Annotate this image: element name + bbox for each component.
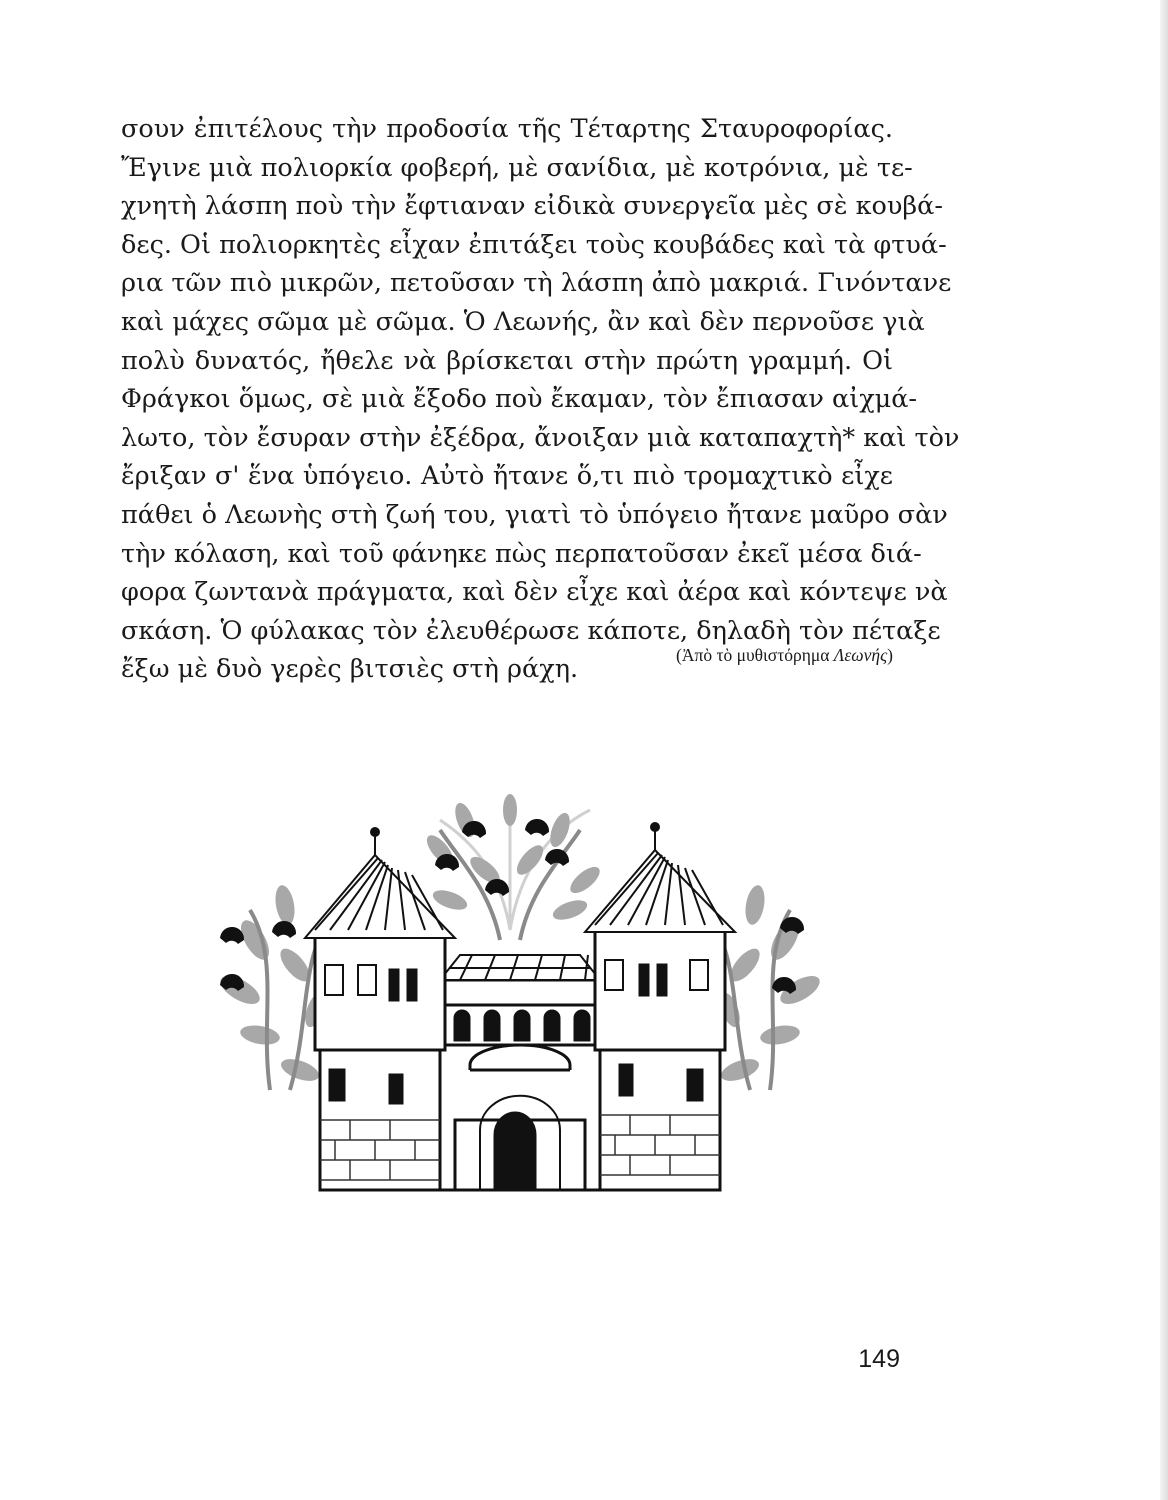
- text-line: λωτο, τὸν ἔσυραν στὴν ἐξέδρα, ἄνοιξαν μιὰ καταπαχτὴ* καὶ τὸν: [121, 422, 960, 453]
- text-line: Ἔγινε μιὰ πολιορκία φοβερή, μὲ σανίδια, μὲ κοτρόνια, μὲ τε-: [121, 152, 913, 183]
- source-citation: [560, 645, 893, 666]
- text-line: σκάση. Ὁ φύλακας τὸν ἐλευθέρωσε κάποτε, δηλαδὴ τὸν πέταξε: [121, 615, 941, 646]
- castle-with-trees-icon: [200, 760, 840, 1200]
- text-line: πάθει ὁ Λεωνὴς στὴ ζωή του, γιατὶ τὸ ὑπόγειο ἤτανε μαῦρο σὰν: [121, 499, 948, 530]
- text-line: φορα ζωντανὰ πράγματα, καὶ δὲν εἶχε καὶ ἀέρα καὶ κόντεψε νὰ: [121, 577, 948, 608]
- source-close-paren: ): [887, 645, 893, 665]
- source-prefix: Ἀπὸ τὸ μυθιστόρημα: [681, 645, 834, 665]
- text-line: πολὺ δυνατός, ἤθελε νὰ βρίσκεται στὴν πρώτη γραμμή. Οἱ: [121, 345, 893, 376]
- source-open-paren: (: [676, 645, 682, 665]
- page-number: 149: [858, 1345, 900, 1373]
- text-line: χνητὴ λάσπη ποὺ τὴν ἔφτιαναν εἰδικὰ συνεργεῖα μὲς σὲ κουβά-: [121, 191, 943, 222]
- text-line: καὶ μάχες σῶμα μὲ σῶμα. Ὁ Λεωνής, ἂν καὶ δὲν περνοῦσε γιὰ: [121, 306, 925, 337]
- text-line: ρια τῶν πιὸ μικρῶν, πετοῦσαν τὴ λάσπη ἀπὸ μακριά. Γινόντανε: [121, 268, 952, 299]
- text-line: τὴν κόλαση, καὶ τοῦ φάνηκε πὼς περπατοῦσαν ἐκεῖ μέσα διά-: [121, 538, 922, 569]
- text-line: ἔξω μὲ δυὸ γερὲς βιτσιὲς στὴ ράχη.: [121, 654, 579, 685]
- body-text: [121, 110, 960, 689]
- text-line: Φράγκοι ὅμως, σὲ μιὰ ἔξοδο ποὺ ἔκαμαν, τὸν ἔπιασαν αἰχμά-: [121, 384, 918, 415]
- source-title: Λεωνής: [833, 645, 888, 665]
- text-line: ἔριξαν σ' ἕνα ὑπόγειο. Αὐτὸ ἤτανε ὅ,τι πιὸ τρομαχτικὸ εἶχε: [121, 461, 893, 492]
- text-line: σουν ἐπιτέλους τὴν προδοσία τῆς Τέταρτης Σταυροφορίας.: [121, 114, 893, 144]
- text-line: δες. Οἱ πολιορκητὲς εἶχαν ἐπιτάξει τοὺς κουβάδες καὶ τὰ φτυά-: [121, 229, 947, 260]
- page-edge: [1160, 0, 1168, 1500]
